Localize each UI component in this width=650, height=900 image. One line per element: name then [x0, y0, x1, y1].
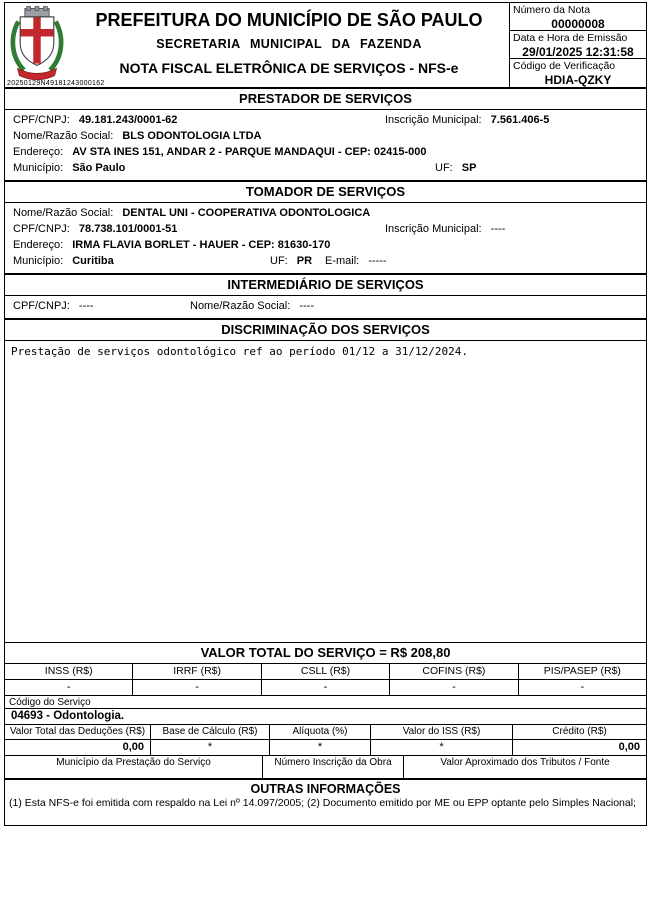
prestador-nome-label: Nome/Razão Social: — [13, 130, 114, 142]
nfse-document — [4, 2, 647, 826]
tributo-cofins-value: - — [452, 681, 456, 693]
emission-datetime-label: Data e Hora de Emissão — [513, 32, 628, 44]
intermediario-section-title: INTERMEDIÁRIO DE SERVIÇOS — [5, 275, 646, 296]
valor-iss-label: Valor do ISS (R$) — [371, 725, 512, 740]
dept-title: SECRETARIA MUNICIPAL DA FAZENDA — [156, 37, 422, 51]
tomador-email-value: ----- — [368, 255, 387, 267]
credito-col — [513, 725, 646, 755]
header-side-panel — [509, 3, 646, 87]
document-title: NOTA FISCAL ELETRÔNICA DE SERVIÇOS - NFS-e — [119, 60, 459, 76]
tomador-uf-label: UF: — [270, 255, 288, 267]
prestador-nome-value: BLS ODONTOLOGIA LTDA — [122, 130, 262, 142]
tomador-endereco-value: IRMA FLAVIA BORLET - HAUER - CEP: 81630-170 — [72, 239, 331, 251]
verification-code-value: HDIA-QZKY — [544, 73, 612, 87]
intermediario-section — [5, 296, 646, 320]
tomador-municipio-label: Município: — [13, 255, 64, 267]
valor-iss-value: * — [439, 741, 444, 753]
discriminacao-text: Prestação de serviços odontológico ref ao período 01/12 a 31/12/2024. — [5, 341, 646, 643]
nota-number-label: Número da Nota — [513, 4, 591, 16]
tributo-pispasep-value: - — [580, 681, 585, 693]
valor-iss-col — [371, 725, 513, 755]
tomador-section-title: TOMADOR DE SERVIÇOS — [5, 182, 646, 203]
tributo-irrf-value: - — [195, 681, 199, 693]
barcode-text: 20250129N49181243000162 — [7, 80, 105, 87]
nota-number-value: 00000008 — [551, 17, 605, 31]
prestador-municipio-value: São Paulo — [72, 162, 126, 174]
tomador-uf-value: PR — [296, 255, 313, 267]
tributos-table — [5, 664, 646, 696]
prestador-uf-label: UF: — [435, 162, 453, 174]
outras-informacoes-title: OUTRAS INFORMAÇÕES — [250, 782, 401, 796]
tomador-nome-row — [5, 205, 646, 221]
prestador-uf-value: SP — [461, 162, 477, 174]
inscricao-obra-cell: Número Inscrição da Obra — [263, 756, 404, 778]
header-titles — [69, 3, 509, 87]
verification-code-label: Código de Verificação — [513, 60, 616, 72]
prestador-municipio-label: Município: — [13, 162, 64, 174]
tomador-im-value: ---- — [490, 223, 506, 235]
deducoes-col — [5, 725, 151, 755]
tomador-municipio-value: Curitiba — [72, 255, 114, 267]
prestador-municipio-row — [5, 160, 646, 176]
prestador-endereco-row — [5, 144, 646, 160]
tomador-section — [5, 203, 646, 275]
intermediario-cpf-label: CPF/CNPJ: — [13, 300, 70, 312]
aliquota-col — [270, 725, 371, 755]
header-main — [5, 3, 509, 87]
intermediario-row — [5, 298, 646, 314]
tomador-cpf-value: 78.738.101/0001-51 — [78, 223, 178, 235]
tomador-municipio-row — [5, 253, 646, 269]
intermediario-cpf-value: ---- — [78, 300, 94, 312]
deducoes-label: Valor Total das Deduções (R$) — [5, 725, 150, 740]
tributo-inss-col — [5, 664, 133, 695]
emission-datetime-value: 29/01/2025 12:31:58 — [522, 45, 634, 59]
tomador-cpf-label: CPF/CNPJ: — [13, 223, 70, 235]
tributo-csll-label: CSLL (R$) — [262, 664, 389, 680]
tomador-nome-value: DENTAL UNI - COOPERATIVA ODONTOLOGICA — [122, 207, 371, 219]
codigo-servico-label: Código do Serviço — [5, 696, 646, 709]
municipio-prestacao-cell: Município da Prestação do Serviço — [5, 756, 263, 778]
prestador-cpf-row — [5, 112, 646, 128]
tomador-email-label: E-mail: — [325, 255, 360, 267]
prestador-nome-row — [5, 128, 646, 144]
tributo-csll-col — [262, 664, 390, 695]
discriminacao-section-title: DISCRIMINAÇÃO DOS SERVIÇOS — [5, 320, 646, 341]
credito-label: Crédito (R$) — [513, 725, 646, 740]
extras-table — [5, 756, 646, 780]
aliquota-value: * — [317, 741, 323, 753]
codigo-servico-value: 04693 - Odontologia. — [5, 709, 646, 725]
prestador-section — [5, 110, 646, 182]
tributo-cofins-col — [390, 664, 518, 695]
base-calculo-col — [151, 725, 270, 755]
tributo-pispasep-label: PIS/PASEP (R$) — [519, 664, 646, 680]
outras-informacoes-text: (1) Esta NFS-e foi emitida com respaldo na Lei nº 14.097/2005; (2) Documento emitido por ME ou EPP optante pelo Simples Nacional; — [9, 797, 636, 809]
tributo-csll-value: - — [323, 681, 328, 693]
org-title: PREFEITURA DO MUNICÍPIO DE SÃO PAULO — [95, 10, 483, 30]
document-header — [5, 3, 646, 89]
tributo-irrf-col — [133, 664, 261, 695]
prestador-cpf-label: CPF/CNPJ: — [13, 114, 70, 126]
emission-datetime-cell — [510, 31, 646, 59]
aliquota-label: Alíquota (%) — [270, 725, 370, 740]
tomador-nome-label: Nome/Razão Social: — [13, 207, 114, 219]
tomador-endereco-label: Endereço: — [13, 239, 64, 251]
deducoes-value: 0,00 — [122, 741, 144, 753]
nota-number-cell — [510, 3, 646, 31]
prestador-cpf-value: 49.181.243/0001-62 — [78, 114, 178, 126]
tributo-irrf-label: IRRF (R$) — [133, 664, 260, 680]
verification-code-cell — [510, 59, 646, 87]
tributo-pispasep-col — [519, 664, 646, 695]
tomador-im-label: Inscrição Municipal: — [385, 223, 482, 235]
base-calculo-label: Base de Cálculo (R$) — [151, 725, 269, 740]
tributo-cofins-label: COFINS (R$) — [390, 664, 517, 680]
prestador-im-label: Inscrição Municipal: — [385, 114, 482, 126]
prestador-endereco-value: AV STA INES 151, ANDAR 2 - PARQUE MANDAQUI - CEP: 02415-000 — [72, 146, 427, 158]
tributos-fonte-cell: Valor Aproximado dos Tributos / Fonte — [440, 757, 610, 768]
base-calculo-value: * — [207, 741, 213, 753]
tributo-inss-value: - — [66, 681, 71, 693]
valores-table — [5, 725, 646, 756]
credito-value: 0,00 — [618, 741, 640, 753]
sao-paulo-coat-of-arms-icon — [5, 3, 69, 87]
tomador-cpf-row — [5, 221, 646, 237]
prestador-section-title: PRESTADOR DE SERVIÇOS — [5, 89, 646, 110]
prestador-endereco-label: Endereço: — [13, 146, 64, 158]
intermediario-nome-value: ---- — [299, 300, 314, 312]
tributo-inss-label: INSS (R$) — [5, 664, 132, 680]
valor-total-row: VALOR TOTAL DO SERVIÇO = R$ 208,80 — [5, 643, 646, 664]
prestador-im-value: 7.561.406-5 — [490, 114, 550, 126]
intermediario-nome-label: Nome/Razão Social: — [190, 300, 291, 312]
tomador-endereco-row — [5, 237, 646, 253]
